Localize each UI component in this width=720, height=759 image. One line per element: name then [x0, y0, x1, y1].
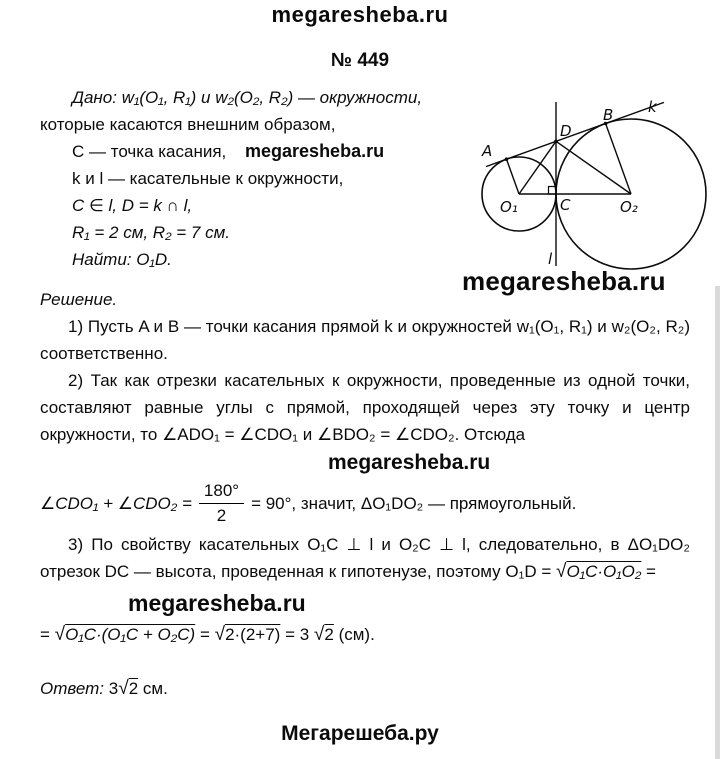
- solution-step-1: 1) Пусть A и B — точки касания прямой k и окружностей w₁(O₁, R₁) и w₂(O₂, R₂) соответственно.: [40, 317, 690, 363]
- find-line: [72, 246, 482, 273]
- formula-result-eq1: =: [40, 625, 50, 644]
- radical-answer: √2: [118, 678, 139, 699]
- watermark-step3: megaresheba.ru: [128, 590, 306, 616]
- answer-line: [40, 675, 690, 702]
- formula-result-unit: (см).: [338, 625, 375, 644]
- radical-numbers: √2·(2+7): [214, 624, 281, 645]
- given-tangent-point: C — точка касания,: [72, 142, 227, 161]
- answer-unit: см.: [142, 679, 168, 698]
- segment-o2-b: [606, 124, 631, 195]
- answer-coefficient: 3: [108, 679, 119, 698]
- segment-o2-d: [556, 141, 631, 194]
- label-a: A: [482, 142, 493, 160]
- label-b: B: [603, 106, 614, 124]
- formula-angles-lhs: ∠CDO₁ + ∠CDO₂ =: [40, 493, 192, 513]
- given-circles: w₁(O₁, R₁) и w₂(O₂, R₂) — окружности,: [121, 88, 423, 107]
- radical-sign: √: [556, 561, 567, 582]
- radical-sum: √O₁C·(O₁C + O₂C): [54, 624, 196, 645]
- watermark-inline-given: megaresheba.ru: [245, 141, 385, 161]
- segment-o1-a: [507, 159, 520, 194]
- find-label: Найти:: [72, 250, 132, 269]
- fraction-denominator: 2: [216, 506, 227, 525]
- solution-block: [40, 286, 690, 702]
- radical-o1c-o1o2: √O₁C·O₁O₂: [556, 561, 642, 582]
- watermark-below-diagram: megaresheba.ru: [462, 266, 666, 296]
- point-d-dot: [554, 140, 558, 144]
- tangent-line-k: [486, 102, 664, 166]
- problem-number: № 449: [330, 50, 390, 71]
- site-footer: Мегарешеба.ру: [281, 722, 439, 745]
- watermark-step2: megaresheba.ru: [328, 451, 491, 474]
- label-l: l: [548, 250, 553, 268]
- given-line-2: которые касаются внешним образом,: [40, 115, 336, 134]
- label-o1: O₁: [500, 198, 518, 216]
- label-d: D: [560, 122, 572, 140]
- given-block: [40, 84, 482, 273]
- fraction-numerator: 180°: [199, 479, 244, 504]
- solution-step-3: [40, 531, 690, 585]
- radical-final: √2: [313, 624, 334, 645]
- given-line-5: C ∈ l, D = k ∩ l,: [72, 196, 193, 215]
- given-line-6: R₁ = 2 см, R₂ = 7 см.: [72, 223, 230, 242]
- formula-angles-rhs: = 90°, значит, ΔO₁DO₂ — прямоугольный.: [251, 493, 577, 513]
- label-k: k: [648, 98, 657, 116]
- solution-step-2: 2) Так как отрезки касательных к окружности, проведенные из одной точки, составляют равные углы с прямой, проходящей через эту точку и центр окружности, то ∠ADO₁ = ∠CDO₁ и ∠BDO₂ = ∠CDO₂. Отсюда: [40, 371, 690, 444]
- watermark-top: megaresheba.ru: [271, 2, 449, 27]
- geometry-diagram: [476, 96, 716, 272]
- given-line-1: [72, 84, 482, 111]
- label-o2: O₂: [620, 198, 638, 216]
- given-line-3: [72, 138, 482, 165]
- solution-title: Решение.: [40, 290, 118, 309]
- step3-text: 3) По свойству касательных O₁C ⊥ l и O₂C ⊥ l, следовательно, в ΔO₁DO₂ отрезок DC — высота, проведенная к гипотенузе, поэтому O₁D =: [40, 535, 690, 581]
- given-line-4: k и l — касательные к окружности,: [72, 169, 344, 188]
- fraction-180-over-2: [199, 479, 244, 527]
- formula-angles: [40, 479, 690, 527]
- formula-result-eq2: =: [199, 625, 210, 644]
- step3-tail: =: [646, 562, 656, 581]
- label-c: C: [560, 196, 571, 214]
- scan-edge-artifact: [715, 286, 720, 759]
- formula-result-eq3: = 3: [285, 625, 310, 644]
- answer-label: Ответ:: [40, 679, 105, 698]
- find-value: O₁D.: [136, 250, 172, 269]
- formula-result: [40, 621, 690, 648]
- point-a-dot: [505, 157, 509, 161]
- given-label: Дано:: [72, 88, 117, 107]
